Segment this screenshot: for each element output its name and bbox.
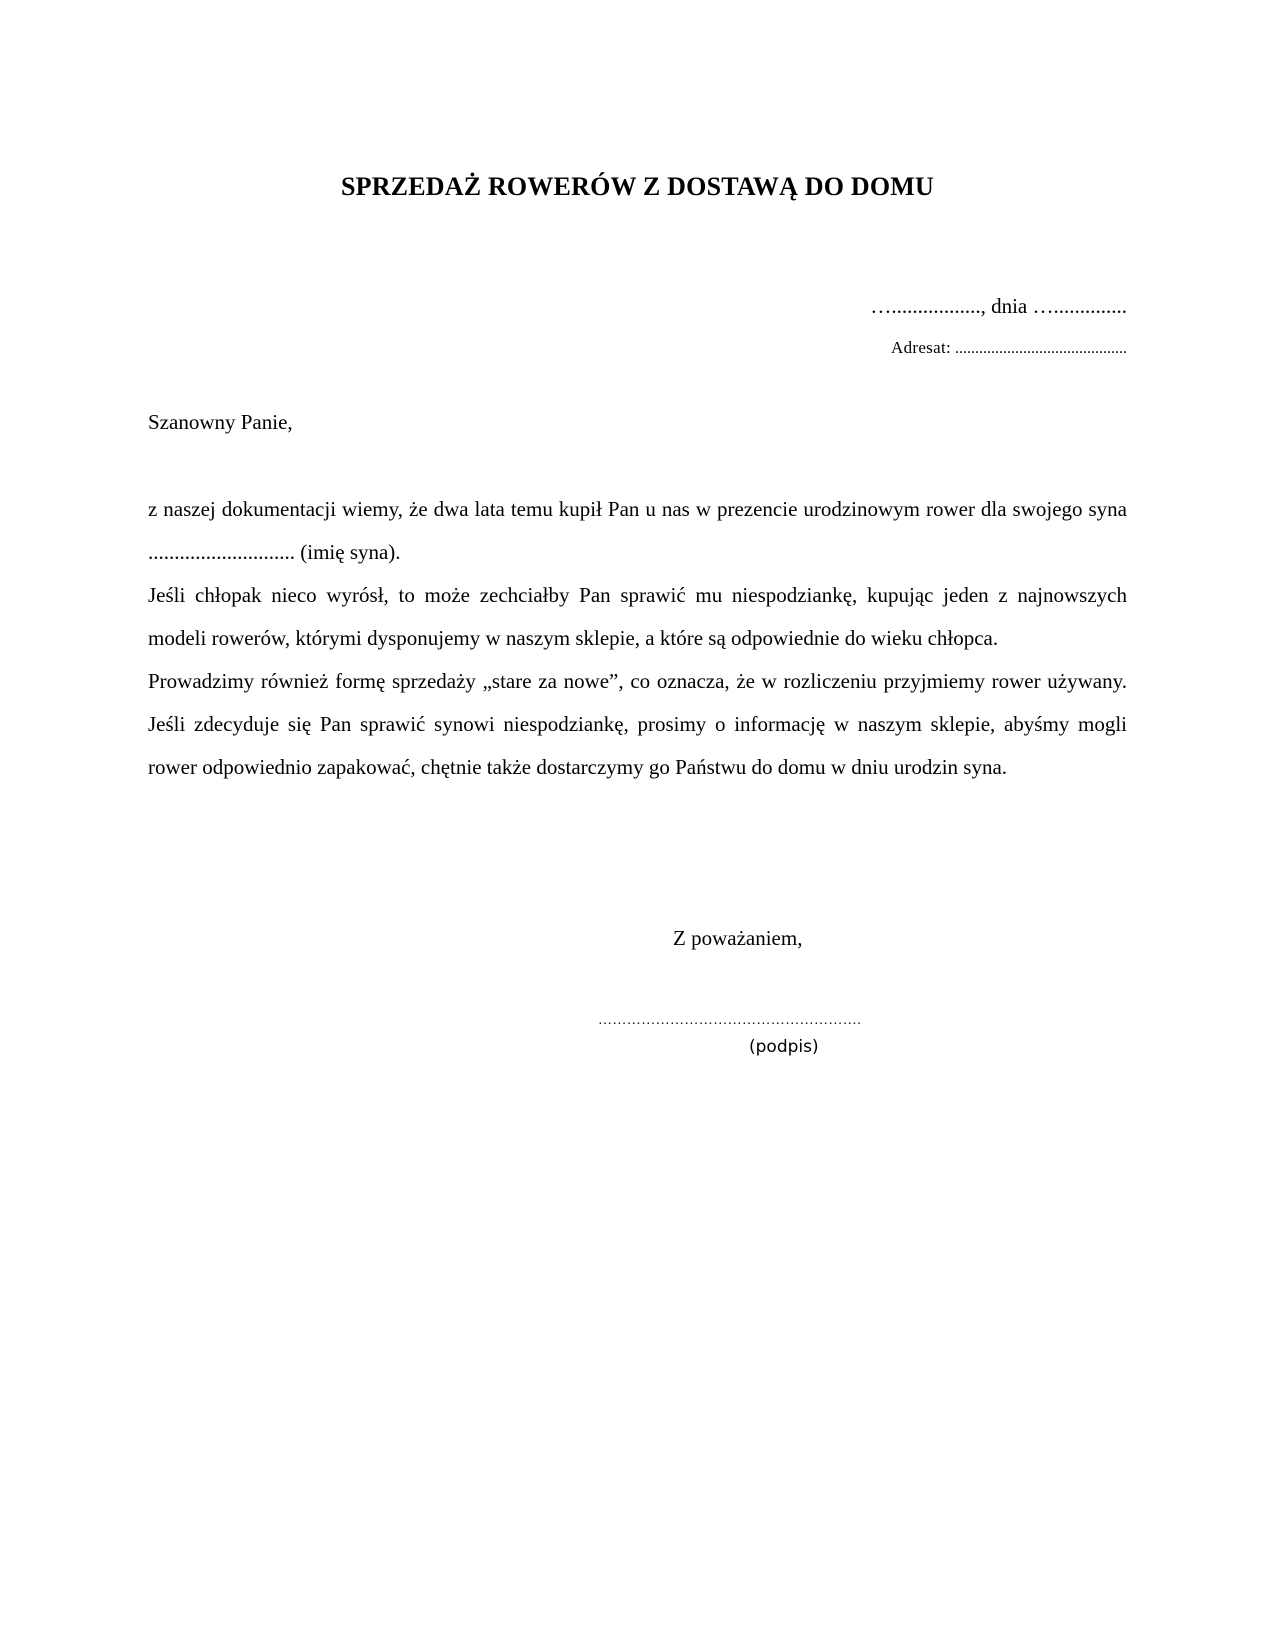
document-title: SPRZEDAŻ ROWERÓW Z DOSTAWĄ DO DOMU <box>340 172 935 201</box>
paragraph: z naszej dokumentacji wiemy, że dwa lata temu kupił Pan u nas w prezencie urodzinowym rower dla swojego syna ............................ (imię syna). <box>148 497 1127 564</box>
paragraph: Prowadzimy również formę sprzedaży „stare za nowe”, co oznacza, że w rozliczeniu przyjmiemy rower używany. Jeśli zdecyduje się Pan sprawić synowi niespodziankę, prosimy o informację w naszym sklepie, abyśmy mogli rower odpowiednio zapakować, chętnie także dostarczymy go Państwu do domu w dniu urodzin syna. <box>148 669 1127 779</box>
addressee-label: Adresat: <box>891 338 951 357</box>
greeting: Szanowny Panie, <box>148 410 293 434</box>
place-date-line: …................., dnia ….............. <box>870 294 1127 318</box>
letter-body <box>148 488 1127 789</box>
signature-label: (podpis) <box>749 1037 819 1057</box>
addressee-line <box>891 338 1127 358</box>
closing: Z poważaniem, <box>673 926 803 950</box>
addressee-value: ........................................... <box>951 340 1127 357</box>
paragraph: Jeśli chłopak nieco wyrósł, to może zechciałby Pan sprawić mu niespodziankę, kupując jeden z najnowszych modeli rowerów, którymi dysponujemy w naszym sklepie, a które są odpowiednie do wieku chłopca. <box>148 583 1127 650</box>
signature-line: ………………………………………………. <box>598 1013 862 1028</box>
